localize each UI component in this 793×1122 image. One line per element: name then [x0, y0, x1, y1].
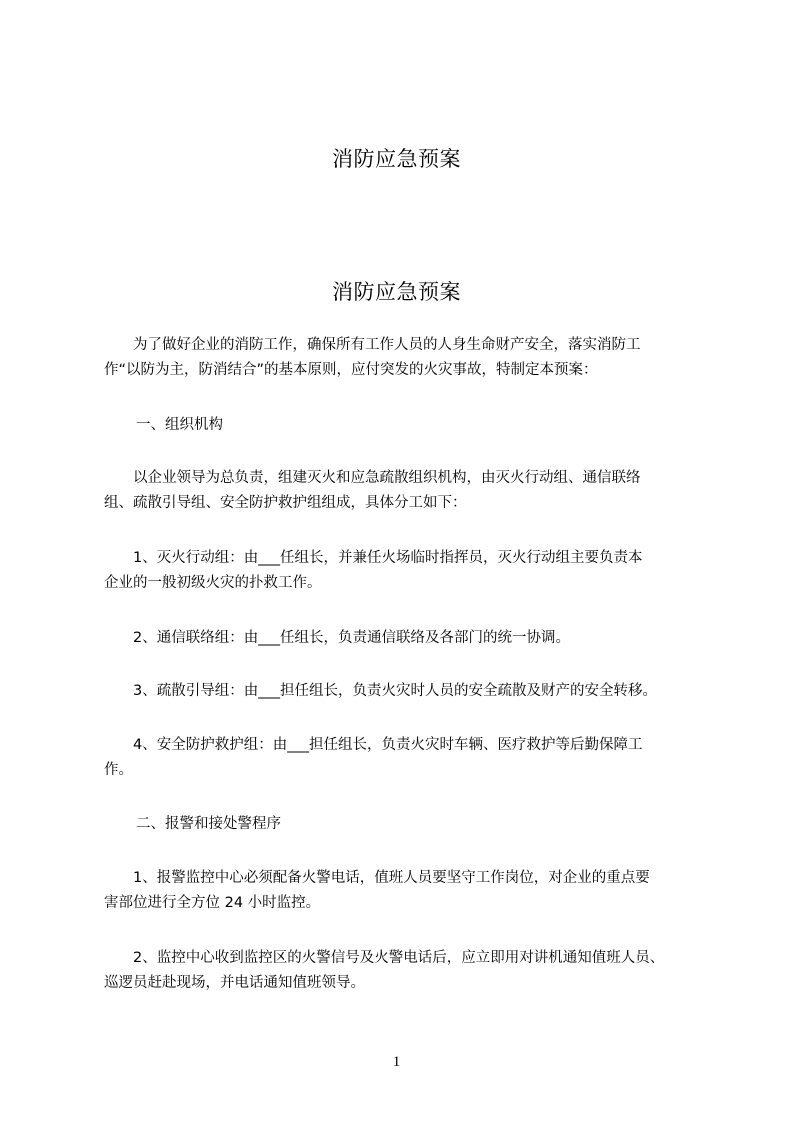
- page-number: 1: [392, 1054, 401, 1070]
- section1-item-1-line-1: 1、灭火行动组：由___任组长，并兼任火场临时指挥员，灭火行动组主要负责本: [104, 550, 643, 566]
- section2-heading: 二、报警和接处警程序: [136, 816, 281, 832]
- section1-paragraph: [104, 466, 720, 516]
- section2-item-2: [104, 946, 720, 996]
- section1-item-4-line-1: 4、安全防护救护组：由___担任组长，负责火灾时车辆、医疗救护等后勤保障工: [104, 737, 643, 753]
- section1-item-1-line-2: 企业的一般初级火灾的扑救工作。: [104, 575, 322, 591]
- section2-item-1: [104, 866, 720, 916]
- section1-item-3: [104, 679, 720, 704]
- header-title: 消防应急预案: [332, 147, 461, 171]
- section1-item-2-line-1: 2、通信联络组：由___任组长，负责通信联络及各部门的统一协调。: [104, 630, 570, 646]
- section1-item-4-line-2: 作。: [104, 762, 133, 778]
- section1-heading: 一、组织机构: [136, 417, 223, 433]
- section1-line-1: 以企业领导为总负责，组建灭火和应急疏散组织机构，由灭火行动组、通信联络: [104, 470, 641, 486]
- section1-item-4: [104, 733, 720, 783]
- section1-item-2: [104, 626, 720, 651]
- section2-item-1-line-2: 害部位进行全方位 24 小时监控。: [104, 895, 321, 911]
- section1-line-2: 组、疏散引导组、安全防护救护组组成，具体分工如下：: [104, 495, 467, 511]
- section2-item-1-line-1: 1、报警监控中心必须配备火警电话，值班人员要坚守工作岗位，对企业的重点要: [104, 870, 650, 886]
- intro-line-1: 为了做好企业的消防工作，确保所有工作人员的人身生命财产安全，落实消防工: [104, 337, 641, 353]
- intro-line-2: 作“以防为主，防消结合”的基本原则，应付突发的火灾事故，特制定本预案：: [104, 362, 598, 378]
- section1-item-3-line-1: 3、疏散引导组：由___担任组长，负责火灾时人员的安全疏散及财产的安全转移。: [104, 683, 657, 699]
- section1-item-1: [104, 546, 720, 596]
- intro-paragraph: [104, 333, 720, 383]
- section2-item-2-line-1: 2、监控中心收到监控区的火警信号及火警电话后，应立即用对讲机通知值班人员、: [104, 950, 665, 966]
- main-title: 消防应急预案: [332, 280, 461, 304]
- section2-item-2-line-2: 巡逻员赶赴现场，并电话通知值班领导。: [104, 975, 365, 991]
